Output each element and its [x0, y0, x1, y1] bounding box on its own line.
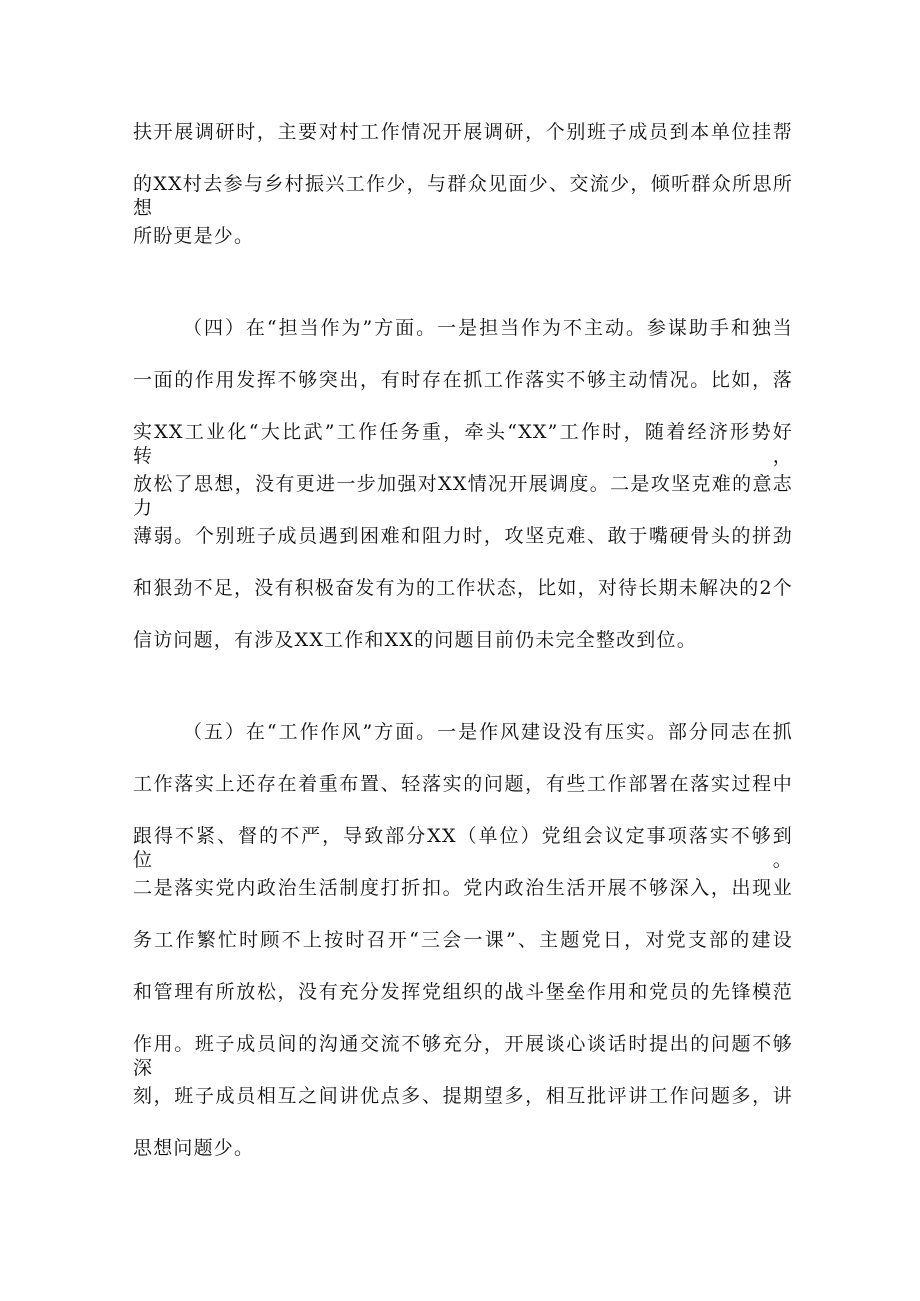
paragraph-line: 一面的作用发挥不够突出，有时存在抓工作落实不够主动情况。比如，落	[133, 369, 793, 391]
paragraph-line: 工作落实上还存在着重布置、轻落实的问题，有些工作部署在落实过程中	[133, 773, 793, 795]
paragraph-line: 的XX村去参与乡村振兴工作少，与群众见面少、交流少，倾听群众所思所想	[133, 173, 793, 219]
paragraph-line: 跟得不紧、督的不严，导致部分XX（单位）党组会议定事项落实不够到位。	[133, 825, 793, 871]
paragraph-line: 扶开展调研时，主要对村工作情况开展调研，个别班子成员到本单位挂帮	[133, 121, 793, 143]
paragraph-line: 思想问题少。	[133, 1137, 255, 1159]
paragraph-line: 放松了思想，没有更进一步加强对XX情况开展调度。二是攻坚克难的意志力	[133, 473, 793, 519]
paragraph-line: 信访问题，有涉及XX工作和XX的问题目前仍未完全整改到位。	[133, 629, 697, 651]
paragraph-line: 二是落实党内政治生活制度打折扣。党内政治生活开展不够深入，出现业	[133, 877, 793, 899]
paragraph-line: 所盼更是少。	[133, 225, 255, 247]
paragraph-line: （五）在“工作作风”方面。一是作风建设没有压实。部分同志在抓	[183, 721, 793, 743]
paragraph-line: 实XX工业化“大比武”工作任务重，牵头“XX”工作时，随着经济形势好转，	[133, 421, 793, 467]
paragraph-line: 和狠劲不足，没有积极奋发有为的工作状态，比如，对待长期未解决的2个	[133, 577, 793, 599]
paragraph-line: 务工作繁忙时顾不上按时召开“三会一课”、主题党日，对党支部的建设	[133, 929, 793, 951]
paragraph-line: 刻，班子成员相互之间讲优点多、提期望多，相互批评讲工作问题多，讲	[133, 1085, 793, 1107]
paragraph-line: （四）在“担当作为”方面。一是担当作为不主动。参谋助手和独当	[183, 317, 793, 339]
paragraph-line: 和管理有所放松，没有充分发挥党组织的战斗堡垒作用和党员的先锋模范	[133, 981, 793, 1003]
paragraph-line: 薄弱。个别班子成员遇到困难和阻力时，攻坚克难、敢于嘴硬骨头的拼劲	[133, 525, 793, 547]
paragraph-line: 作用。班子成员间的沟通交流不够充分，开展谈心谈话时提出的问题不够深	[133, 1033, 793, 1079]
